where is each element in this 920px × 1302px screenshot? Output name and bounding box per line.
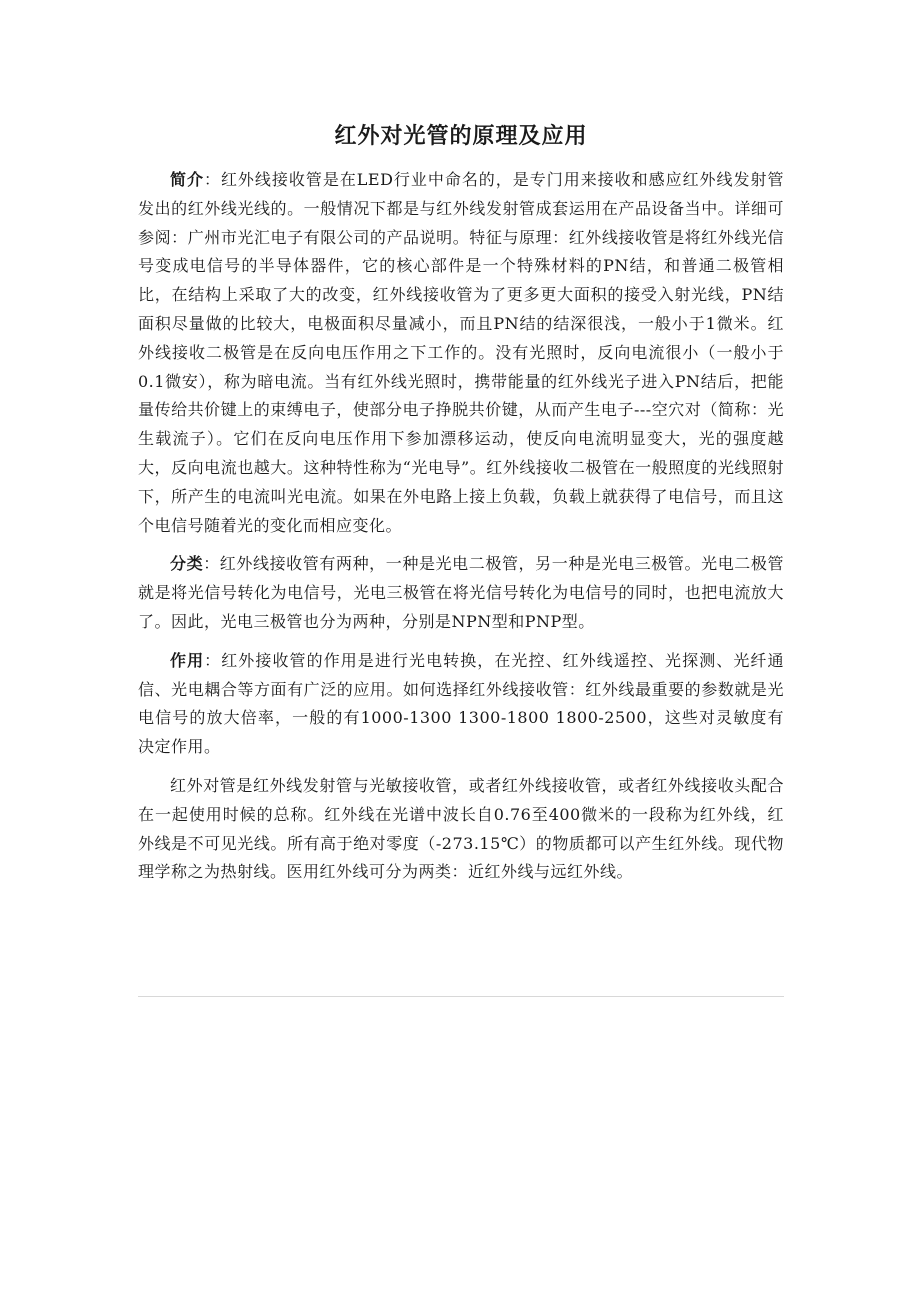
paragraph-pair-tubes [138,772,784,887]
paragraph-classification-lead: 分类 [170,554,204,574]
paragraph-function-lead: 作用 [170,650,205,670]
paragraph-intro-lead: 简介 [170,170,204,189]
paragraph-pair-tubes-body: 红外对管是红外线发射管与光敏接收管，或者红外线接收管，或者红外线接收头配合在一起使用时候的总称。红外线在光谱中波长自0.76至400微米的一段称为红外线，红外线是不可见光线。所有高于绝对零度（-273.15℃）的物质都可以产生红外线。现代物理学称之为热射线。医用红外线可分为两类：近红外线与远红外线。 [138,775,784,882]
paragraph-intro-body: ：红外线接收管是在LED行业中命名的，是专门用来接收和感应红外线发射管发出的红外线光线的。一般情况下都是与红外线发射管成套运用在产品设备当中。详细可参阅：广州市光汇电子有限公司的产品说明。特征与原理：红外线接收管是将红外线光信号变成电信号的半导体器件，它的核心部件是一个特殊材料的PN结，和普通二极管相比，在结构上采取了大的改变，红外线接收管为了更多更大面积的接受入射光线，PN结面积尽量做的比较大，电极面积尽量减小，而且PN结的结深很浅，一般小于1微米。红外线接收二极管是在反向电压作用之下工作的。没有光照时，反向电流很小（一般小于0.1微安），称为暗电流。当有红外线光照时，携带能量的红外线光子进入PN结后，把能量传给共价键上的束缚电子，使部分电子挣脱共价键，从而产生电子---空穴对（简称：光生载流子）。它们在反向电压作用下参加漂移运动，使反向电流明显变大，光的强度越大，反向电流也越大。这种特性称为“光电导”。红外线接收二极管在一般照度的光线照射下，所产生的电流叫光电流。如果在外电路上接上负载，负载上就获得了电信号，而且这个电信号随着光的变化而相应变化。 [138,170,784,535]
paragraph-function [138,647,784,762]
paragraph-intro [138,166,784,540]
paragraph-classification-body: ：红外线接收管有两种，一种是光电二极管，另一种是光电三极管。光电二极管就是将光信号转化为电信号，光电三极管在将光信号转化为电信号的同时，也把电流放大了。因此，光电三极管也分为两种，分别是NPN型和PNP型。 [138,554,784,631]
document-title: 红外对光管的原理及应用 [334,124,588,149]
footer-divider [138,996,784,997]
paragraph-function-body: ：红外接收管的作用是进行光电转换，在光控、红外线遥控、光探测、光纤通信、光电耦合等方面有广泛的应用。如何选择红外线接收管：红外线最重要的参数就是光电信号的放大倍率，一般的有1000-1300 1300-1800 1800-2500，这些对灵敏度有决定作用。 [138,650,784,757]
document-page [138,0,784,887]
paragraph-classification [138,550,784,636]
